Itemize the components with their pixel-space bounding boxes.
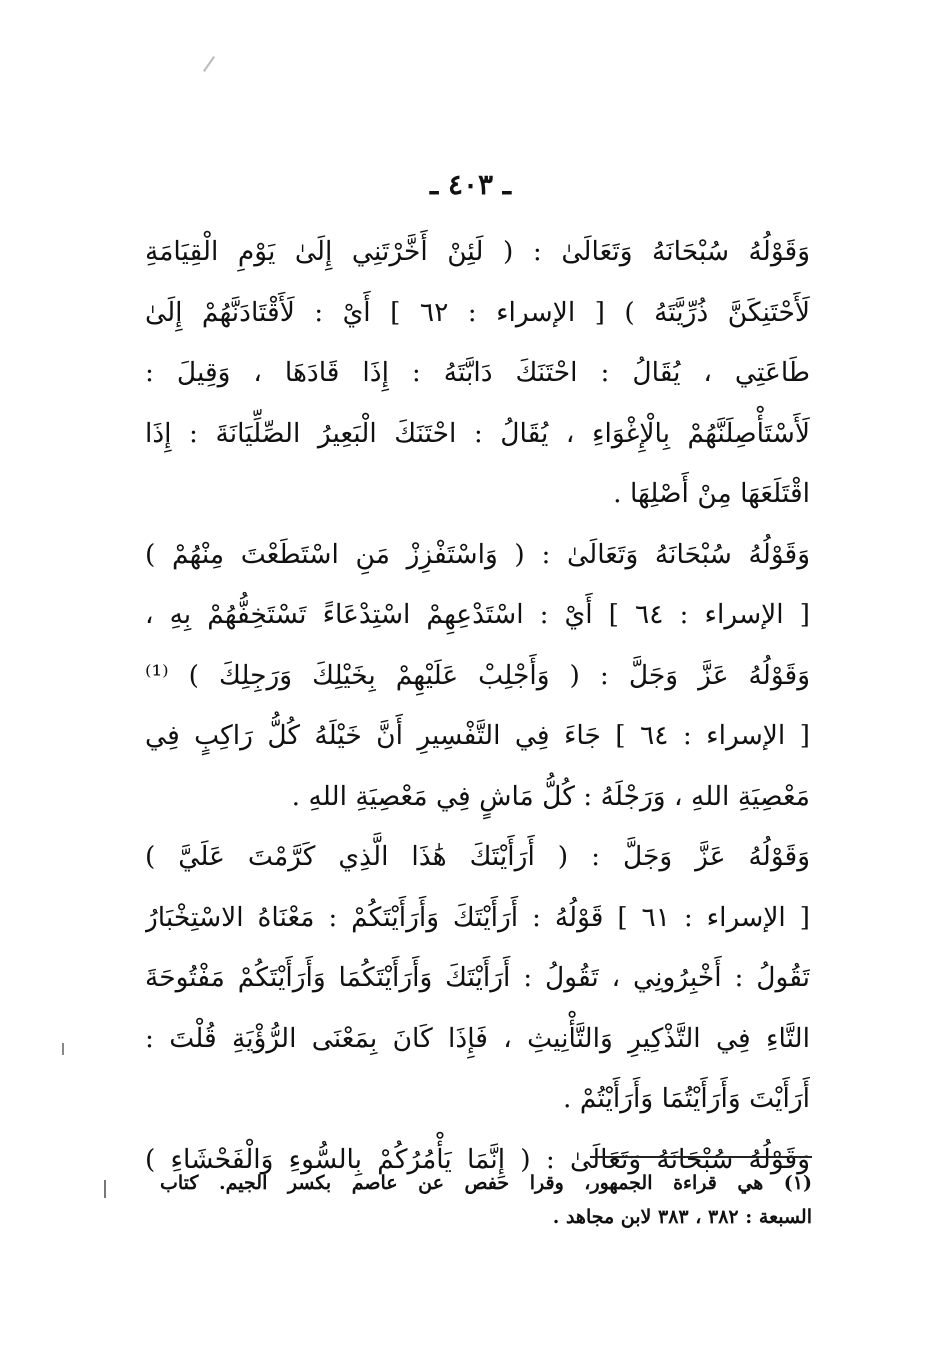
text-line: مَعْصِيَةِ اللهِ ، وَرَجْلَهُ : كُلُّ مَاشٍ فِي مَعْصِيَةِ اللهِ . xyxy=(291,780,810,812)
footnote-line: (١) هي قراءة الجمهور، وقرا حفص عن عاصم بكسر الجيم. كتاب xyxy=(160,1172,812,1194)
page-number: ـ ٤٠٣ ـ xyxy=(429,168,512,201)
text-line: لَأَسْتَأْصِلَنَّهُمْ بِالْإِغْوَاءِ ، يُقَالُ : احْتَنَكَ الْبَعِيرُ الصِّلِّيَانَةَ : إِذَا xyxy=(145,417,810,449)
scan-speck xyxy=(203,56,215,72)
text-line: لَأَحْتَنِكَنَّ ذُرِّيَّتَهُ ) [ الإسراء : ٦٢ ] أَيْ : لَأَقْتَادَنَّهُمْ إِلَىٰ xyxy=(145,296,810,328)
footnote-separator xyxy=(590,1156,812,1158)
text-line: وَقَوْلُهُ سُبْحَانَهُ وَتَعَالَىٰ : ( لَئِنْ أَخَّرْتَنِي إِلَىٰ يَوْمِ الْقِيَامَةِ xyxy=(145,236,810,267)
text-line: [ الإسراء : ٦٤ ] جَاءَ فِي التَّفْسِيرِ أَنَّ خَيْلَهُ كُلُّ رَاكِبٍ فِي xyxy=(145,720,810,751)
text-line: [ الإسراء : ٦٤ ] أَيْ : اسْتَدْعِهِمْ اسْتِدْعَاءً تَسْتَخِفُّهُمْ بِهِ ، xyxy=(145,599,810,630)
text-line: وَقَوْلُهُ سُبْحَانَهُ وَتَعَالَىٰ : ( إِنَّمَا يَأْمُرُكُمْ بِالسُّوءِ وَالْفَحْشَاءِ ) xyxy=(145,1143,810,1175)
text-line: التَّاءِ فِي التَّذْكِيرِ وَالتَّأْنِيثِ ، فَإِذَا كَانَ بِمَعْنَى الرُّؤْيَةِ قُلْتَ : xyxy=(145,1022,810,1054)
body-text xyxy=(145,222,810,1190)
text-line: وَقَوْلُهُ سُبْحَانَهُ وَتَعَالَىٰ : ( وَاسْتَفْزِزْ مَنِ اسْتَطَعْتَ مِنْهُمْ ) xyxy=(145,538,810,570)
footnote-line: السبعة : ٣٨٢ ، ٣٨٣ لابن مجاهد . xyxy=(552,1206,812,1228)
text-line: طَاعَتِي ، يُقَالُ : احْتَنَكَ دَابَّتَهُ : إِذَا قَادَهَا ، وَقِيلَ : xyxy=(145,357,810,388)
scan-speck xyxy=(104,1180,106,1198)
text-line: وَقَوْلُهُ عَزَّ وَجَلَّ : ( أَرَأَيْتَكَ هَٰذَا الَّذِي كَرَّمْتَ عَلَيَّ ) xyxy=(145,841,810,872)
text-line: اقْتَلَعَهَا مِنْ أَصْلِهَا . xyxy=(613,478,810,509)
scan-speck xyxy=(62,1043,64,1055)
footnotes xyxy=(160,1166,812,1234)
text-line: أَرَأَيْتَ وَأَرَأَيْتُمَا وَأَرَأَيْتُمْ . xyxy=(562,1083,810,1114)
text-line: [ الإسراء : ٦١ ] قَوْلُهُ : أَرَأَيْتَكَ وَأَرَأَيْتَكُمْ : مَعْنَاهُ الاسْتِخْبَارُ xyxy=(145,901,810,933)
text-line: وَقَوْلُهُ عَزَّ وَجَلَّ : ( وَأَجْلِبْ عَلَيْهِمْ بِخَيْلِكَ وَرَجِلِكَ ) ⁽¹⁾ xyxy=(145,659,810,691)
text-line: تَقُولُ : أَخْبِرُونِي ، تَقُولُ : أَرَأَيْتَكَ وَأَرَأَيْتَكُمَا وَأَرَأَيْتَكُمْ مَفْتُوحَةَ xyxy=(145,962,810,993)
